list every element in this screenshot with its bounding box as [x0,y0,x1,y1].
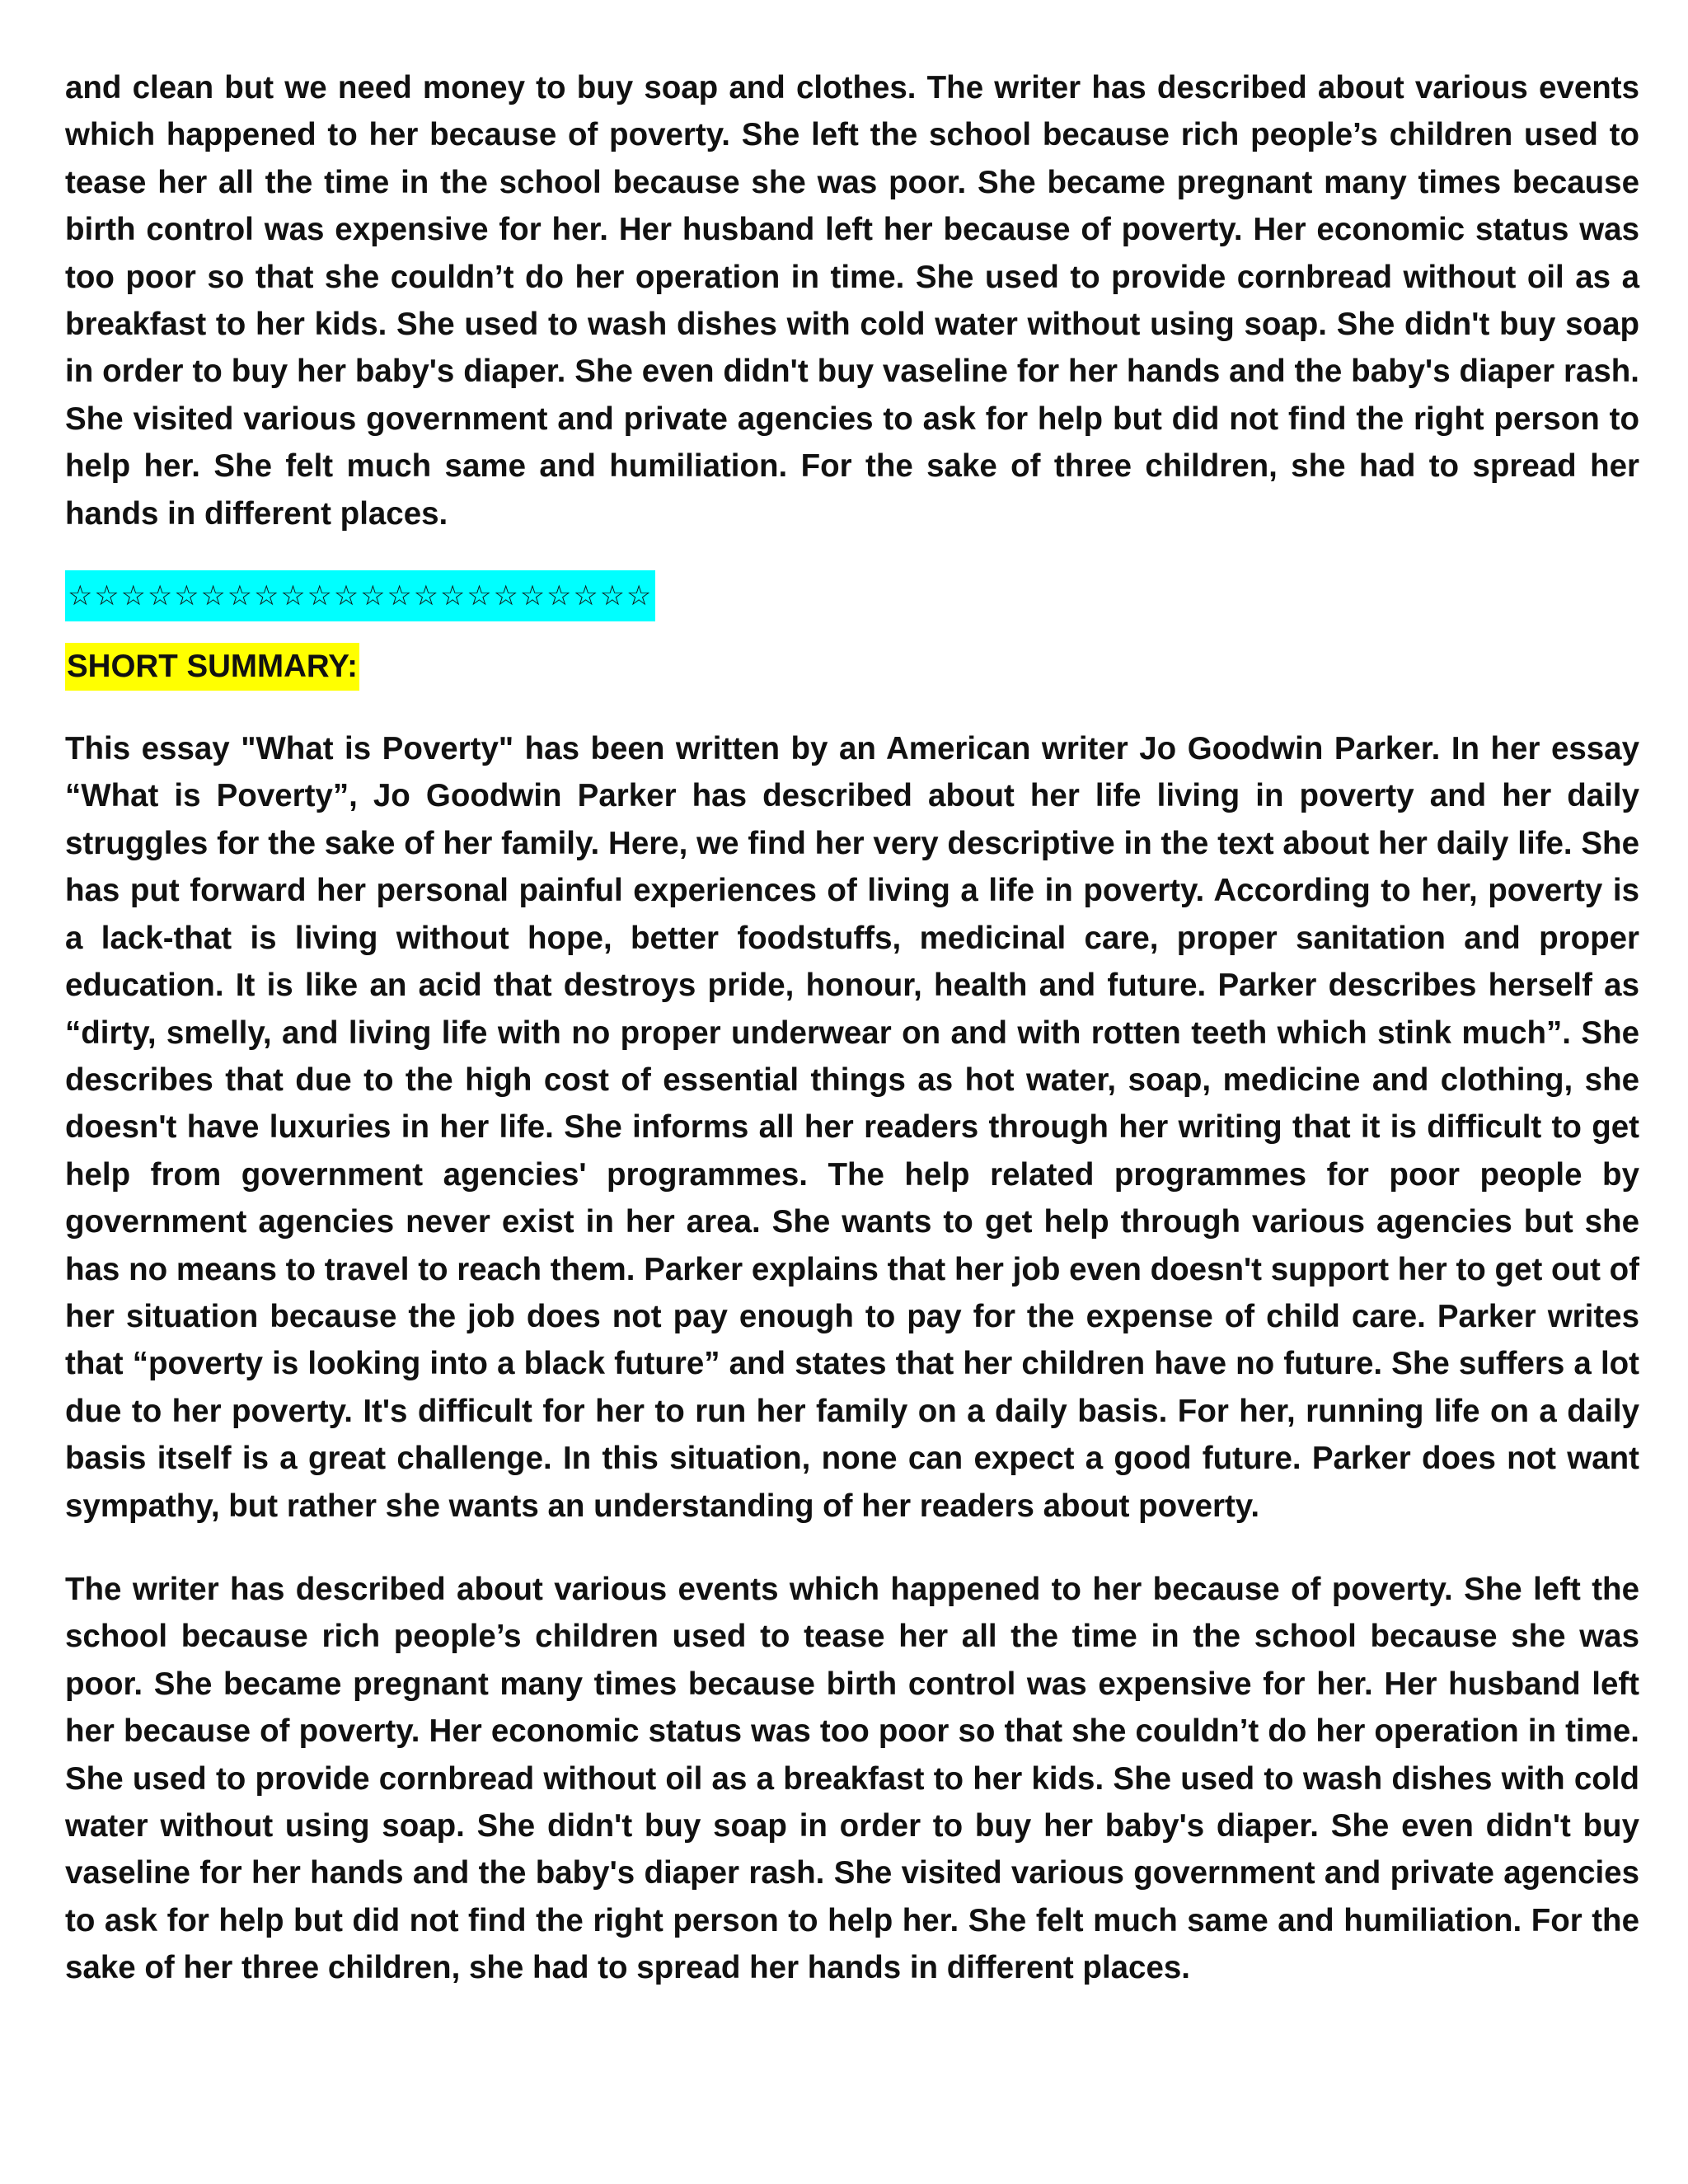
document-page [65,64,1639,1992]
intro-paragraph: and clean but we need money to buy soap and clothes. The writer has described about various events which happened to her because of poverty. She left the school because rich people’s children used to tease her all the time in the school because she was poor. She became pregnant many times because birth control was expensive for her. Her husband left her because of poverty. Her economic status was too poor so that she couldn’t do her operation in time. She used to provide cornbread without oil as a breakfast to her kids. She used to wash dishes with cold water without using soap. She didn't buy soap in order to buy her baby's diaper. She even didn't buy vaseline for her hands and the baby's diaper rash. She visited various government and private agencies to ask for help but did not find the right person to help her. She felt much same and humiliation. For the sake of three children, she had to spread her hands in different places. [65,70,1639,532]
summary-heading-row [65,643,1639,692]
summary-paragraph-2: The writer has described about various events which happened to her because of poverty. She left the school because rich people’s children used to tease her all the time in the school because she was poor. She became pregnant many times because birth control was expensive for her. Her husband left her because of poverty. Her economic status was too poor so that she couldn’t do her operation in time. She used to provide cornbread without oil as a breakfast to her kids. She used to wash dishes with cold water without using soap. She didn't buy soap in order to buy her baby's diaper. She even didn't buy vaseline for her hands and the baby's diaper rash. She visited various government and private agencies to ask for help but did not find the right person to help her. She felt much same and humiliation. For the sake of her three children, she had to spread her hands in different places. [65,1571,1639,1986]
summary-paragraph-1: This essay "What is Poverty" has been written by an American writer Jo Goodwin Parker. In her essay “What is Poverty”, Jo Goodwin Parker has described about her life living in poverty and her daily struggles for the sake of her family. Here, we find her very descriptive in the text about her daily life. She has put forward her personal painful experiences of living a life in poverty. According to her, poverty is a lack-that is living without hope, better foodstuffs, medicinal care, proper sanitation and proper education. It is like an acid that destroys pride, honour, health and future. Parker describes herself as “dirty, smelly, and living life with no proper underwear on and with rotten teeth which stink much”. She describes that due to the high cost of essential things as hot water, soap, medicine and clothing, she doesn't have luxuries in her life. She informs all her readers through her writing that it is difficult to get help from government agencies' programmes. The help related programmes for poor people by government agencies never exist in her area. She wants to get help through various agencies but she has no means to travel to reach them. Parker explains that her job even doesn't support her to get out of her situation because the job does not pay enough to pay for the expense of child care. Parker writes that “poverty is looking into a black future” and states that her children have no future. She suffers a lot due to her poverty. It's difficult for her to run her family on a daily basis. For her, running life on a daily basis itself is a great challenge. In this situation, none can expect a good future. Parker does not want sympathy, but rather she wants an understanding of her readers about poverty. [65,731,1639,1524]
summary-heading: SHORT SUMMARY: [65,643,359,691]
divider-row [65,570,1639,621]
star-divider: ☆☆☆☆☆☆☆☆☆☆☆☆☆☆☆☆☆☆☆☆☆☆ [65,570,655,621]
